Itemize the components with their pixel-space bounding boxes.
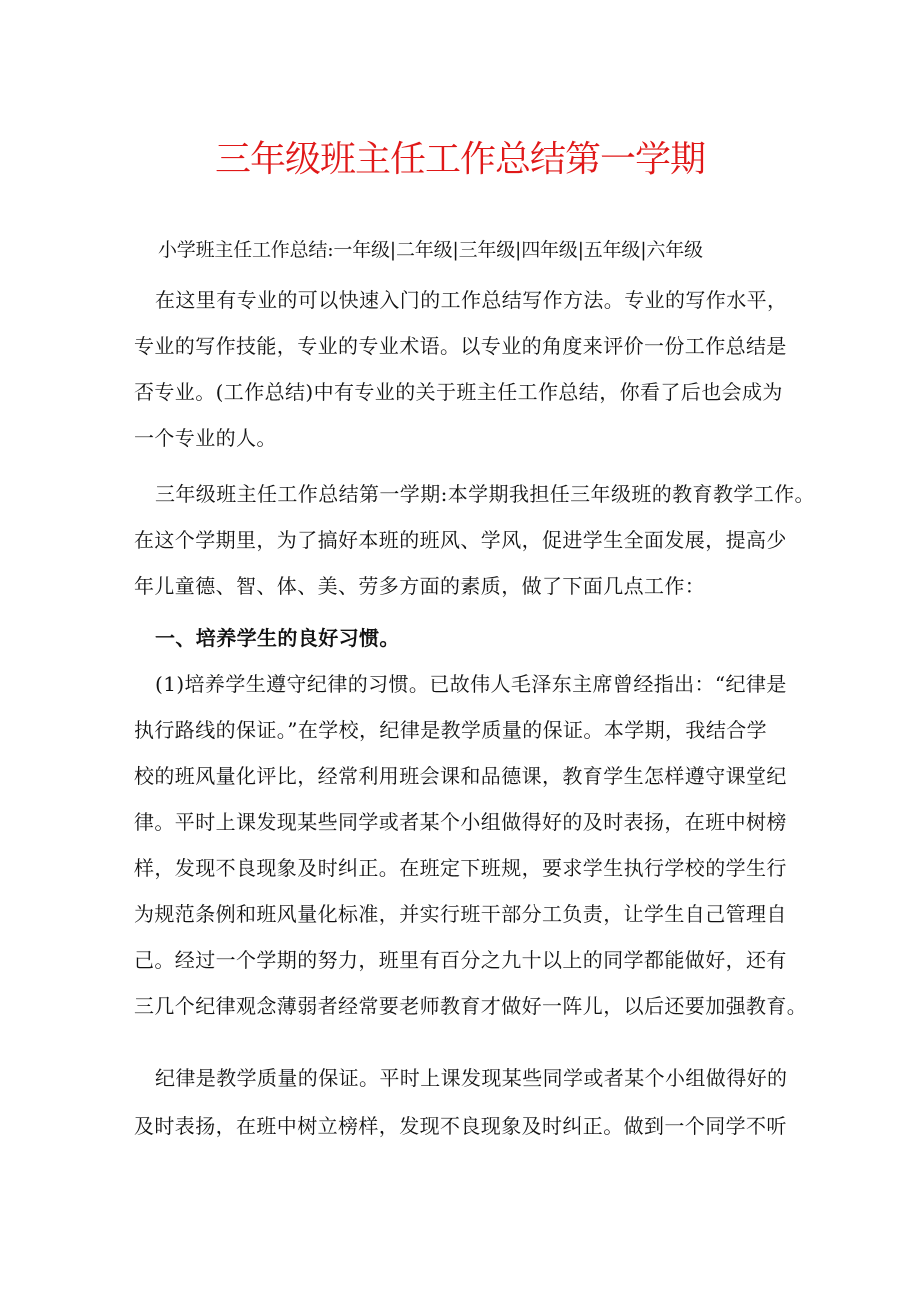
para2-line-8: 三几个纪律观念薄弱者经常要老师教育才做好一阵儿，以后还要加强教育。 xyxy=(134,994,808,1018)
intro-line-1: 在这里有专业的可以快速入门的工作总结写作方法。专业的写作水平， xyxy=(155,288,788,312)
para1-line-1: 三年级班主任工作总结第一学期:本学期我担任三年级班的教育教学工作。 xyxy=(155,482,815,506)
intro-line-2: 专业的写作技能，专业的专业术语。以专业的角度来评价一份工作总结是 xyxy=(134,334,787,358)
section-heading-1: 一、培养学生的良好习惯。 xyxy=(155,626,400,650)
intro-line-3: 否专业。(工作总结)中有专业的关于班主任工作总结，你看了后也会成为 xyxy=(134,380,783,404)
para1-line-3: 年儿童德、智、体、美、劳多方面的素质，做了下面几点工作： xyxy=(134,574,706,598)
para2-line-3: 校的班风量化评比，经常利用班会课和品德课，教育学生怎样遵守课堂纪 xyxy=(134,764,787,788)
para1-line-2: 在这个学期里，为了搞好本班的班风、学风，促进学生全面发展，提高少 xyxy=(134,528,787,552)
intro-line-4: 一个专业的人。 xyxy=(134,426,277,450)
para2-line-5: 样，发现不良现象及时纠正。在班定下班规，要求学生执行学校的学生行 xyxy=(134,856,787,880)
para3-line-2: 及时表扬，在班中树立榜样，发现不良现象及时纠正。做到一个同学不听 xyxy=(134,1114,787,1138)
document-title: 三年级班主任工作总结第一学期 xyxy=(214,139,705,180)
para2-line-6: 为规范条例和班风量化标准，并实行班干部分工负责，让学生自己管理自 xyxy=(134,902,787,926)
para3-line-1: 纪律是教学质量的保证。平时上课发现某些同学或者某个小组做得好的 xyxy=(155,1066,788,1090)
para2-line-2: 执行路线的保证。”在学校，纪律是教学质量的保证。本学期，我结合学 xyxy=(134,718,768,742)
para2-line-4: 律。平时上课发现某些同学或者某个小组做得好的及时表扬，在班中树榜 xyxy=(134,810,787,834)
para2-line-1: (1)培养学生遵守纪律的习惯。已故伟人毛泽东主席曾经指出：“纪律是 xyxy=(155,672,787,696)
grade-nav-line: 小学班主任工作总结:一年级|二年级|三年级|四年级|五年级|六年级 xyxy=(158,239,703,261)
para2-line-7: 己。经过一个学期的努力，班里有百分之九十以上的同学都能做好，还有 xyxy=(134,948,787,972)
